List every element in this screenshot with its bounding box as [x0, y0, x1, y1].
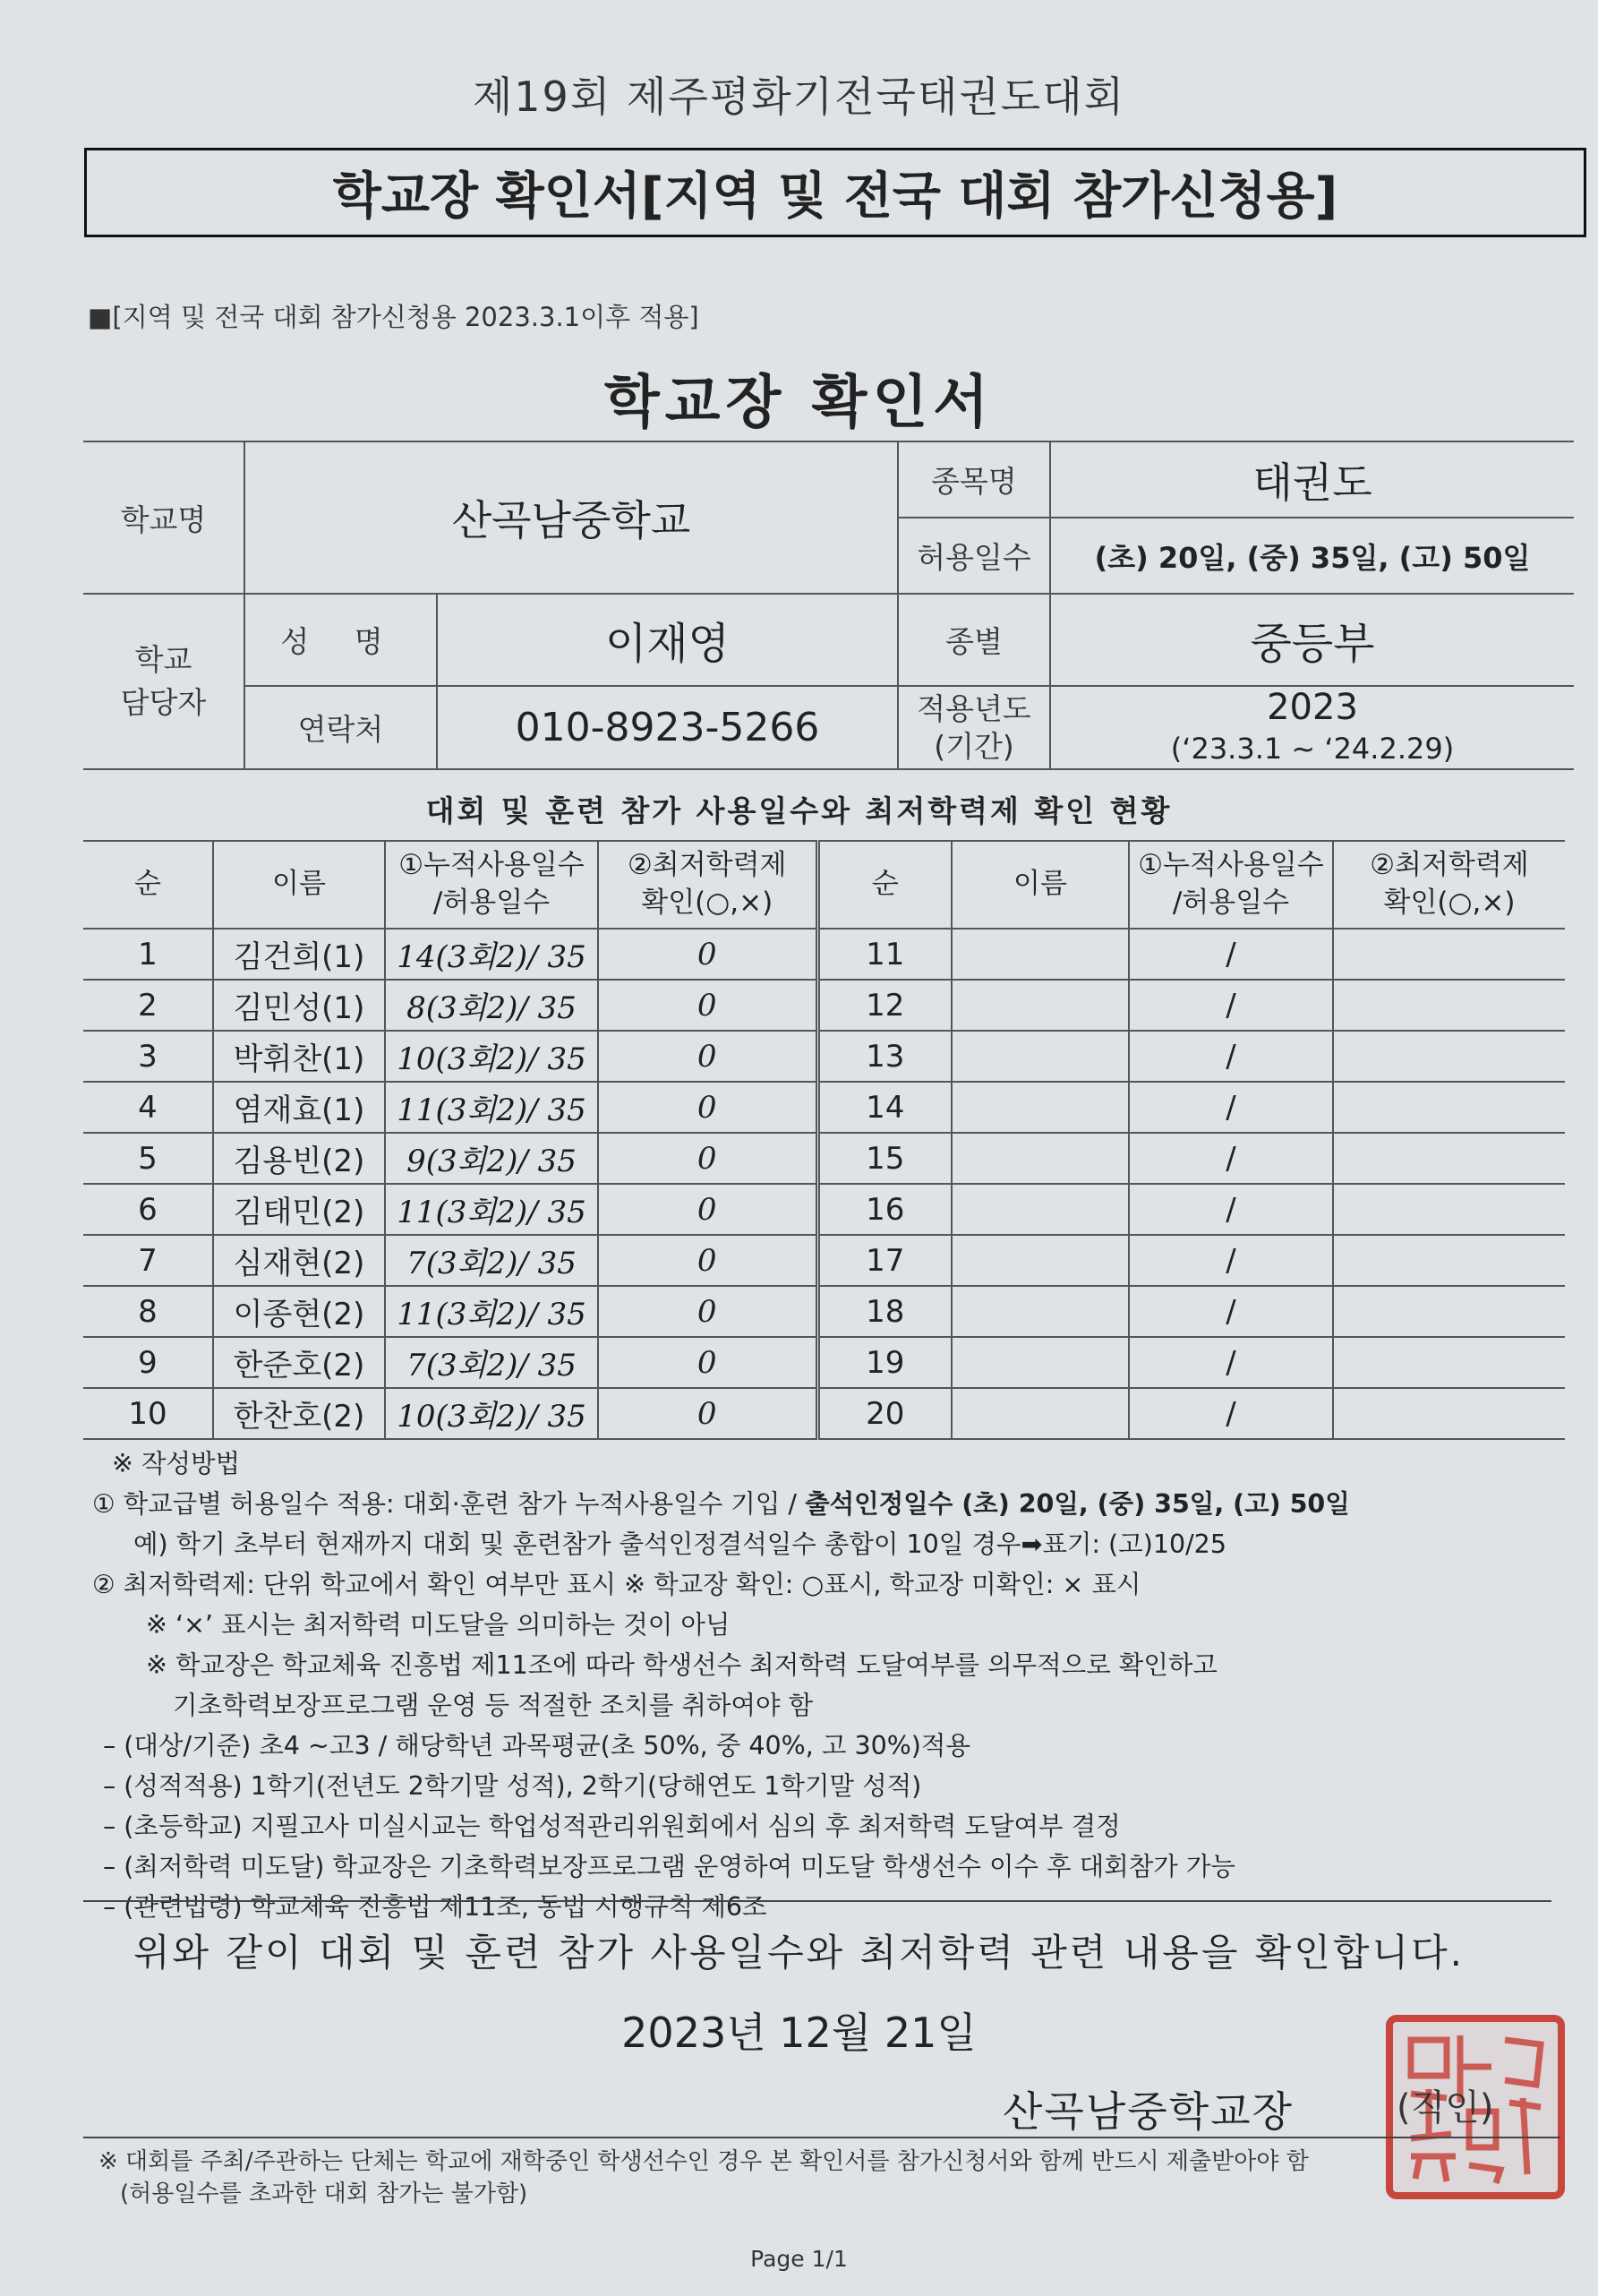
instructions: [92, 1444, 1560, 1927]
note-2c: 기초학력보장프로그램 운영 등 적절한 조치를 취하여야 함: [173, 1691, 814, 1720]
manager-name-value: 이재영: [437, 594, 898, 686]
row-number-right-text: 20: [866, 1395, 905, 1432]
sport-value: 태권도: [1050, 441, 1574, 518]
check-mark: 0: [696, 1140, 717, 1177]
used-days: [385, 1337, 598, 1388]
table-row: [83, 1286, 1565, 1337]
used-days-value: 8(3회2): [406, 990, 518, 1026]
allowed-days-value: 35: [537, 1144, 577, 1179]
header-check-line-1: ②최저학력제: [627, 849, 787, 882]
row-number: [83, 1031, 213, 1082]
row-number: [83, 1184, 213, 1235]
footnote-line-2: (허용일수를 초과한 대회 참가는 불가함): [120, 2180, 528, 2207]
check-mark: 0: [696, 1395, 717, 1432]
note-1-text: ① 학교급별 허용일수 적용: 대회·훈련 참가 누적사용일수 기입 /: [92, 1489, 806, 1519]
allowed-days-label: 허용일수: [898, 518, 1050, 594]
seal-label: (직인): [1397, 2087, 1494, 2129]
note-dash-5: – (관련법령) 학교체육 진흥법 제11조, 동법 시행규칙 제6조: [103, 1892, 767, 1922]
table-row: [83, 1031, 1565, 1082]
slash-mark: /: [517, 1144, 538, 1179]
used-days: [385, 929, 598, 980]
table-row: [83, 1133, 1565, 1184]
row-number-right: [817, 980, 952, 1031]
check-mark: 0: [696, 1038, 717, 1075]
header-days-right-line-2: /허용일수: [1172, 887, 1290, 919]
division-value: 중등부: [1050, 594, 1574, 686]
min-achievement-check-right: [1333, 1031, 1565, 1082]
min-achievement-check: [598, 1388, 817, 1439]
used-days-right: [1129, 980, 1333, 1031]
student-name-text: 심재현(2): [233, 1246, 365, 1281]
row-number-right: [817, 1184, 952, 1235]
row-number-right-text: 18: [866, 1293, 905, 1330]
used-days-value: 10(3회2): [397, 1399, 528, 1435]
student-name: [213, 1184, 385, 1235]
issue-date: 2023년 12월 21일: [621, 2009, 977, 2057]
row-number-right-text: 15: [866, 1140, 905, 1177]
form-title: 학교장 확인서[지역 및 전국 대회 참가신청용]: [332, 167, 1338, 226]
check-mark: 0: [696, 1242, 717, 1279]
slash-right: /: [1226, 936, 1236, 972]
year-value: 2023: [1267, 686, 1358, 728]
row-number-right-text: 19: [866, 1344, 905, 1381]
used-days: [385, 1235, 598, 1286]
row-number-right: [817, 1286, 952, 1337]
note-dash-3: – (초등학교) 지필고사 미실시교는 학업성적관리위원회에서 심의 후 최저학력 도달여부 결정: [103, 1812, 1121, 1841]
row-number-right-text: 11: [866, 936, 905, 972]
divider-bottom: [83, 2137, 1560, 2138]
min-achievement-check-right: [1333, 929, 1565, 980]
used-days-value: 14(3회2): [397, 939, 528, 975]
slash-mark: /: [517, 1246, 538, 1281]
student-name-text: 김용빈(2): [233, 1144, 365, 1179]
info-table: [83, 441, 1574, 770]
row-number-text: 3: [138, 1038, 158, 1075]
row-number-text: 5: [138, 1140, 158, 1177]
used-days-right: [1129, 1235, 1333, 1286]
student-name-right: [952, 929, 1129, 980]
min-achievement-check-right: [1333, 1235, 1565, 1286]
used-days: [385, 1286, 598, 1337]
check-mark: 0: [696, 1089, 717, 1126]
row-number-right: [817, 1082, 952, 1133]
check-mark: 0: [696, 1293, 717, 1330]
row-number-text: 2: [138, 987, 158, 1024]
slash-right: /: [1226, 1191, 1236, 1228]
division-label: 종별: [898, 594, 1050, 686]
row-number-right: [817, 1133, 952, 1184]
row-number: [83, 980, 213, 1031]
used-days-right: [1129, 1133, 1333, 1184]
student-name-text: 이종현(2): [233, 1297, 365, 1332]
student-name-right: [952, 1337, 1129, 1388]
notes-heading: ※ 작성방법: [112, 1449, 241, 1478]
student-name: [213, 1082, 385, 1133]
used-days: [385, 1184, 598, 1235]
row-number-text: 7: [138, 1242, 158, 1279]
student-name: [213, 1235, 385, 1286]
student-name-right: [952, 1286, 1129, 1337]
min-achievement-check: [598, 1133, 817, 1184]
student-name-right: [952, 1388, 1129, 1439]
student-name-right: [952, 1031, 1129, 1082]
used-days-value: 7(3회2): [406, 1246, 518, 1281]
min-achievement-check: [598, 929, 817, 980]
check-mark: 0: [696, 987, 717, 1024]
header-check-right-line-1: ②최저학력제: [1370, 849, 1529, 882]
student-name: [213, 1388, 385, 1439]
used-days-value: 11(3회2): [397, 1092, 528, 1128]
header-name: 이름: [213, 841, 385, 929]
used-days-right: [1129, 1082, 1333, 1133]
footnote-line-1: ※ 대회를 주최/주관하는 단체는 학교에 재학중인 학생선수인 경우 본 확인서를 참가신청서와 함께 반드시 제출받아야 함: [98, 2148, 1309, 2175]
student-name: [213, 1031, 385, 1082]
min-achievement-check-right: [1333, 1184, 1565, 1235]
note-dash-4: – (최저학력 미도달) 학교장은 기초학력보장프로그램 운영하여 미도달 학생선수 이수 후 대회참가 가능: [103, 1852, 1235, 1881]
student-name: [213, 929, 385, 980]
manager-label-line-1: 학교: [134, 642, 192, 677]
row-number-right: [817, 1031, 952, 1082]
student-name-text: 한준호(2): [233, 1348, 365, 1384]
header-days-line-2: /허용일수: [432, 887, 551, 919]
note-dash-1: – (대상/기준) 초4 ~고3 / 해당학년 과목평균(초 50%, 중 40%, 고 30%)적용: [103, 1731, 970, 1761]
row-number: [83, 1235, 213, 1286]
note-1: [92, 1484, 1560, 1524]
min-achievement-check-right: [1333, 1388, 1565, 1439]
year-value-cell: [1050, 686, 1574, 769]
slash-mark: /: [527, 1399, 548, 1435]
row-number-right-text: 13: [866, 1038, 905, 1075]
note-2b: ※ 학교장은 학교체육 진흥법 제11조에 따라 학생선수 최저학력 도달여부를 의무적으로 확인하고: [146, 1650, 1218, 1680]
form-title-box: [84, 148, 1586, 237]
slash-right: /: [1226, 1344, 1236, 1381]
table-row: [83, 980, 1565, 1031]
used-days: [385, 980, 598, 1031]
student-name: [213, 1133, 385, 1184]
header-days-right-line-1: ①누적사용일수: [1138, 849, 1324, 882]
signer-name: 산곡남중학교장: [1003, 2087, 1295, 2136]
note-2a: ※ ‘×’ 표시는 최저학력 미도달을 의미하는 것이 아님: [146, 1610, 731, 1640]
table-row: [83, 1235, 1565, 1286]
year-label-line-2: (기간): [934, 728, 1014, 764]
used-days-right: [1129, 1286, 1333, 1337]
manager-label-line-2: 담당자: [120, 685, 207, 720]
min-achievement-check: [598, 1235, 817, 1286]
check-mark: 0: [696, 1191, 717, 1228]
table-row: [83, 1388, 1565, 1439]
allowed-days-value: 35: [537, 1246, 577, 1281]
header-check-right: [1333, 841, 1565, 929]
row-number-right-text: 12: [866, 987, 905, 1024]
school-name-value: 산곡남중학교: [244, 441, 898, 594]
slash-mark: /: [517, 990, 538, 1026]
slash-right: /: [1226, 987, 1236, 1024]
min-achievement-check: [598, 1082, 817, 1133]
student-name-right: [952, 1082, 1129, 1133]
page-number: Page 1/1: [750, 2246, 848, 2272]
student-name-text: 한찬호(2): [233, 1399, 365, 1435]
slash-mark: /: [517, 1348, 538, 1384]
table-row: [83, 929, 1565, 980]
table-row: [83, 1082, 1565, 1133]
allowed-days-value: 35: [547, 1041, 586, 1077]
check-mark: 0: [696, 1344, 717, 1381]
allowed-days-value: 35: [547, 1092, 586, 1128]
row-number: [83, 1082, 213, 1133]
slash-mark: /: [527, 1092, 548, 1128]
row-number-right: [817, 1235, 952, 1286]
applicability-note: ■[지역 및 전국 대회 참가신청용 2023.3.1이후 적용]: [88, 302, 699, 332]
row-number-text: 1: [138, 936, 158, 972]
used-days: [385, 1031, 598, 1082]
used-days: [385, 1082, 598, 1133]
header-check: [598, 841, 817, 929]
allowed-days-value: 35: [547, 939, 586, 975]
header-no: 순: [83, 841, 213, 929]
name-label: 성 명: [244, 594, 437, 686]
slash-mark: /: [527, 1041, 548, 1077]
min-achievement-check-right: [1333, 1286, 1565, 1337]
note-2: ② 최저학력제: 단위 학교에서 확인 여부만 표시 ※ 학교장 확인: ○표시, 학교장 미확인: × 표시: [92, 1570, 1141, 1599]
row-number-right-text: 16: [866, 1191, 905, 1228]
row-number-text: 9: [138, 1344, 158, 1381]
note-1-bold: 출석인정일수 (초) 20일, (중) 35일, (고) 50일: [805, 1489, 1350, 1519]
header-name-right: 이름: [952, 841, 1129, 929]
student-name-right: [952, 1235, 1129, 1286]
participation-table: [83, 840, 1565, 1440]
slash-right: /: [1226, 1242, 1236, 1279]
footnote: [98, 2146, 1576, 2210]
slash-right: /: [1226, 1038, 1236, 1075]
header-no-right: 순: [817, 841, 952, 929]
allowed-days-value: 35: [547, 1399, 586, 1435]
table-header-row: [83, 841, 1565, 929]
year-label-line-1: 적용년도: [917, 690, 1031, 726]
slash-mark: /: [527, 939, 548, 975]
used-days-value: 10(3회2): [397, 1041, 528, 1077]
min-achievement-check-right: [1333, 980, 1565, 1031]
slash-right: /: [1226, 1089, 1236, 1126]
used-days-value: 9(3회2): [406, 1144, 518, 1179]
used-days-right: [1129, 1337, 1333, 1388]
min-achievement-check: [598, 980, 817, 1031]
used-days-right: [1129, 929, 1333, 980]
used-days-value: 11(3회2): [397, 1297, 528, 1332]
used-days-right: [1129, 1184, 1333, 1235]
student-name-right: [952, 1133, 1129, 1184]
contact-value: 010-8923-5266: [437, 686, 898, 769]
main-title: 학교장 확인서: [603, 370, 995, 436]
slash-right: /: [1226, 1293, 1236, 1330]
row-number-right-text: 14: [866, 1089, 905, 1126]
row-number-right: [817, 929, 952, 980]
student-name-right: [952, 1184, 1129, 1235]
header-days-right: [1129, 841, 1333, 929]
row-number-right: [817, 1337, 952, 1388]
note-dash-2: – (성적적용) 1학기(전년도 2학기말 성적), 2학기(당해연도 1학기말 성적): [103, 1771, 922, 1801]
allowed-days-value: 35: [537, 1348, 577, 1384]
section-title: 대회 및 훈련 참가 사용일수와 최저학력제 확인 현황: [425, 793, 1173, 828]
year-label: [898, 686, 1050, 769]
slash-mark: /: [527, 1195, 548, 1230]
header-check-right-line-2: 확인(○,×): [1383, 887, 1516, 919]
student-name-text: 김건희(1): [233, 939, 365, 975]
used-days-right: [1129, 1031, 1333, 1082]
row-number-text: 8: [138, 1293, 158, 1330]
sport-label: 종목명: [898, 441, 1050, 518]
note-1-example: 예) 학기 초부터 현재까지 대회 및 훈련참가 출석인정결석일수 총합이 10일 경우➡표기: (고)10/25: [133, 1529, 1226, 1559]
allowed-days-value: 35: [547, 1195, 586, 1230]
school-name-label: 학교명: [83, 441, 244, 594]
min-achievement-check-right: [1333, 1082, 1565, 1133]
contact-label: 연락처: [244, 686, 437, 769]
used-days: [385, 1133, 598, 1184]
row-number-right: [817, 1388, 952, 1439]
min-achievement-check: [598, 1184, 817, 1235]
student-name-text: 김태민(2): [233, 1195, 365, 1230]
student-name-text: 염재효(1): [233, 1092, 365, 1128]
slash-mark: /: [527, 1297, 548, 1332]
used-days: [385, 1388, 598, 1439]
header-days: [385, 841, 598, 929]
min-achievement-check-right: [1333, 1133, 1565, 1184]
school-manager-label: [83, 594, 244, 769]
table-row: [83, 1184, 1565, 1235]
student-name: [213, 1286, 385, 1337]
row-number: [83, 1133, 213, 1184]
check-mark: 0: [696, 936, 717, 972]
slash-right: /: [1226, 1140, 1236, 1177]
row-number: [83, 1388, 213, 1439]
row-number: [83, 1286, 213, 1337]
min-achievement-check: [598, 1286, 817, 1337]
used-days-right: [1129, 1388, 1333, 1439]
row-number-text: 4: [138, 1089, 158, 1126]
row-number-text: 6: [138, 1191, 158, 1228]
slash-right: /: [1226, 1395, 1236, 1432]
student-name-text: 김민성(1): [233, 990, 365, 1026]
used-days-value: 7(3회2): [406, 1348, 518, 1384]
row-number: [83, 1337, 213, 1388]
table-row: [83, 1337, 1565, 1388]
row-number: [83, 929, 213, 980]
header-check-line-2: 확인(○,×): [641, 887, 773, 919]
allowed-days-value: 35: [547, 1297, 586, 1332]
student-name-text: 박휘찬(1): [233, 1041, 365, 1077]
min-achievement-check-right: [1333, 1337, 1565, 1388]
event-title: 제19회 제주평화기전국태권도대회: [472, 73, 1126, 121]
allowed-days-value: (초) 20일, (중) 35일, (고) 50일: [1050, 518, 1574, 594]
student-name-right: [952, 980, 1129, 1031]
min-achievement-check: [598, 1031, 817, 1082]
row-number-text: 10: [128, 1395, 167, 1432]
year-period: (‘23.3.1 ~ ‘24.2.29): [1170, 731, 1455, 766]
confirmation-statement: 위와 같이 대회 및 훈련 참가 사용일수와 최저학력 관련 내용을 확인합니다.: [132, 1931, 1466, 1975]
student-name: [213, 1337, 385, 1388]
student-name: [213, 980, 385, 1031]
used-days-value: 11(3회2): [397, 1195, 528, 1230]
row-number-right-text: 17: [866, 1242, 905, 1279]
min-achievement-check: [598, 1337, 817, 1388]
divider-top: [83, 1900, 1551, 1902]
header-days-line-1: ①누적사용일수: [398, 849, 585, 882]
allowed-days-value: 35: [537, 990, 577, 1026]
